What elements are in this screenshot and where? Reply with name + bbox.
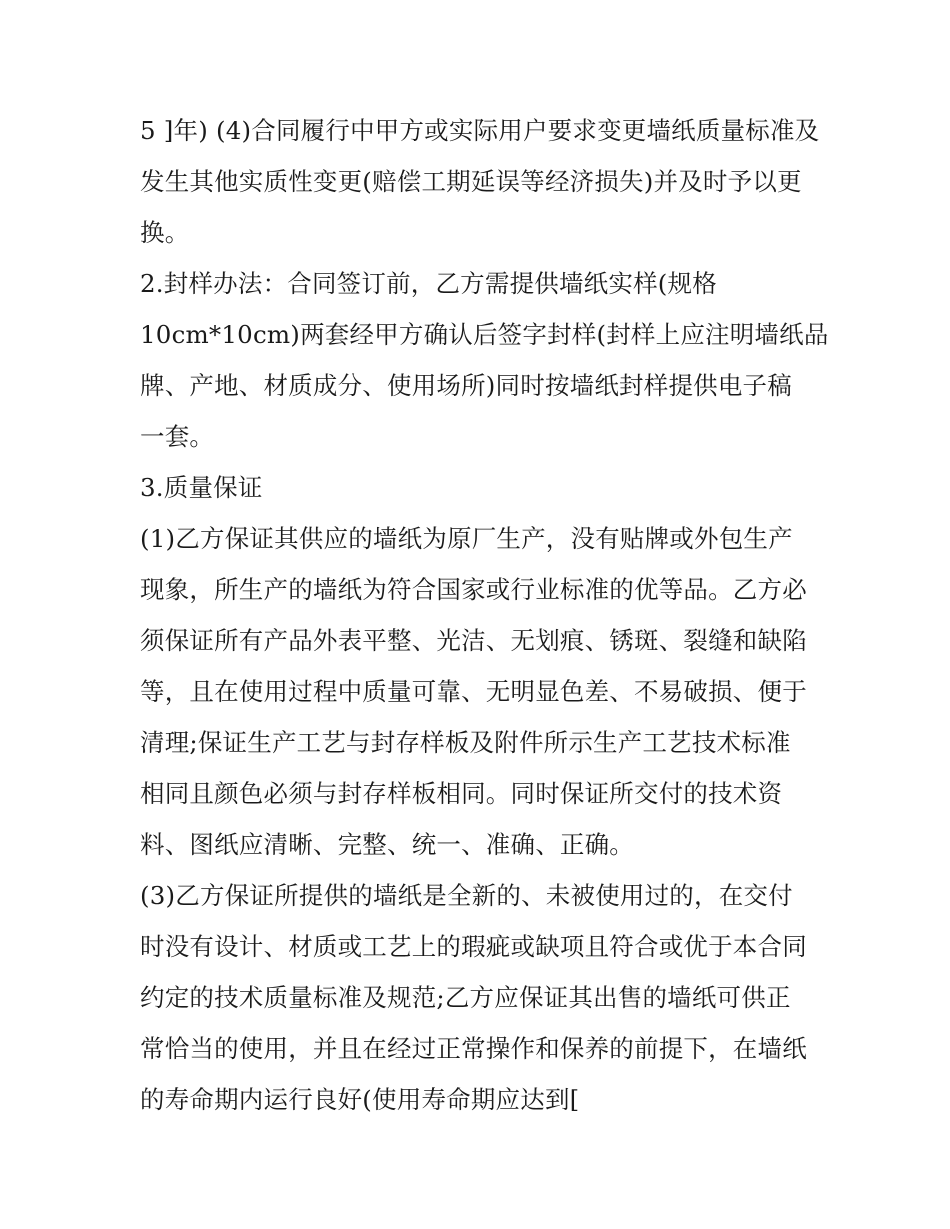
text-line: 约定的技术质量标准及规范;乙方应保证其出售的墙纸可供正 [140,983,791,1012]
text-line: 10cm*10cm)两套经甲方确认后签字封样(封样上应注明墙纸品 [140,320,829,349]
text-line: 清理;保证生产工艺与封存样板及附件所示生产工艺技术标准 [140,728,791,757]
text-line: 料、图纸应清晰、完整、统一、准确、正确。 [140,830,634,859]
text-line: 的寿命期内运行良好(使用寿命期应达到[ [140,1085,580,1114]
text-line: 3.质量保证 [140,473,263,502]
text-line: 5 ]年) (4)合同履行中甲方或实际用户要求变更墙纸质量标准及 [140,116,820,145]
text-line: 相同且颜色必须与封存样板相同。同时保证所交付的技术资 [140,779,783,808]
text-line: 等，且在使用过程中质量可靠、无明显色差、不易破损、便于 [140,677,807,706]
text-line: 常恰当的使用，并且在经过正常操作和保养的前提下，在墙纸 [140,1034,807,1063]
text-line: 须保证所有产品外表平整、光洁、无划痕、锈斑、裂缝和缺陷 [140,626,807,655]
text-line: 发生其他实质性变更(赔偿工期延误等经济损失)并及时予以更 [140,167,802,196]
text-line: 牌、产地、材质成分、使用场所)同时按墙纸封样提供电子稿 [140,371,792,400]
text-line: 时没有设计、材质或工艺上的瑕疵或缺项且符合或优于本合同 [140,932,807,961]
text-line: (1)乙方保证其供应的墙纸为原厂生产，没有贴牌或外包生产 [140,524,793,553]
text-line: 一套。 [140,422,215,451]
text-line: 2.封样办法：合同签订前，乙方需提供墙纸实样(规格 [140,269,717,298]
text-line: (3)乙方保证所提供的墙纸是全新的、未被使用过的，在交付 [140,881,793,910]
text-line: 换。 [140,218,190,247]
text-line: 现象，所生产的墙纸为符合国家或行业标准的优等品。乙方必 [140,575,807,604]
document-body [140,105,830,1125]
